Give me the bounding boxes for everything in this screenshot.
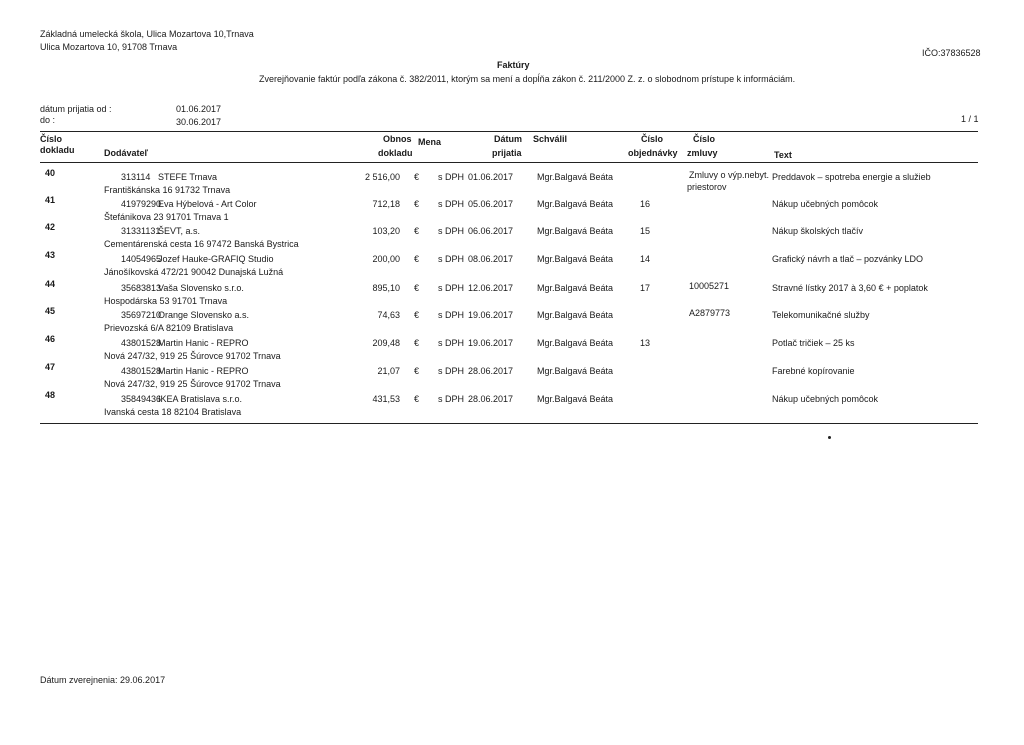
supplier-code: 35849436 — [121, 394, 162, 404]
col-amount-line2: dokladu — [378, 148, 413, 158]
col-date-line1: Dátum — [494, 134, 523, 144]
col-number-line1: Číslo — [40, 134, 63, 144]
invoice-description: Preddavok – spotreba energie a služieb — [772, 172, 931, 182]
vat-flag: s DPH — [438, 226, 465, 236]
supplier-address: Františkánska 16 91732 Trnava — [104, 185, 231, 195]
order-number: 17 — [640, 283, 651, 293]
organization-address: Ulica Mozartova 10, 91708 Trnava — [40, 42, 178, 52]
invoice-description: Nákup školských tlačív — [772, 226, 864, 236]
supplier-name: IKEA Bratislava s.r.o. — [158, 394, 243, 404]
invoice-currency: € — [414, 226, 420, 236]
order-number: 15 — [640, 226, 651, 236]
invoice-number: 43 — [45, 250, 56, 260]
col-number-line2: dokladu — [40, 145, 75, 155]
page-number: 1 / 1 — [961, 114, 979, 124]
receipt-date: 12.06.2017 — [468, 283, 514, 293]
approver: Mgr.Balgavá Beáta — [537, 283, 614, 293]
invoice-amount: 200,00 — [372, 254, 400, 264]
invoice-description: Potlač tričiek – 25 ks — [772, 338, 855, 348]
vat-flag: s DPH — [438, 254, 465, 264]
invoice-description: Telekomunikačné služby — [772, 310, 870, 320]
receipt-date: 19.06.2017 — [468, 338, 514, 348]
invoice-amount: 21,07 — [377, 366, 400, 376]
invoice-number: 48 — [45, 390, 56, 400]
receipt-date: 06.06.2017 — [468, 226, 514, 236]
invoice-number: 41 — [45, 195, 56, 205]
invoice-amount: 2 516,00 — [364, 172, 400, 182]
col-date-line2: prijatia — [492, 148, 522, 158]
approver: Mgr.Balgavá Beáta — [537, 310, 614, 320]
table-bottom-rule — [40, 423, 978, 424]
table-row — [0, 334, 1024, 364]
date-from-value: 01.06.2017 — [176, 104, 222, 114]
table-row — [0, 195, 1024, 225]
col-order-line1: Číslo — [641, 134, 664, 144]
contract-number-line2: priestorov — [687, 182, 727, 192]
approver: Mgr.Balgavá Beáta — [537, 172, 614, 182]
supplier-name: STEFE Trnava — [158, 172, 218, 182]
contract-number: 10005271 — [689, 281, 730, 291]
document-subtitle: Zverejňovanie faktúr podľa zákona č. 382/2011, ktorým sa mení a dopĺňa zákon č. 211/2000 Z. z. o slobodnom prístupe k informáciám. — [259, 74, 796, 84]
supplier-name: Orange Slovensko a.s. — [158, 310, 250, 320]
col-text: Text — [774, 150, 792, 160]
invoice-description: Nákup učebných pomôcok — [772, 199, 879, 209]
contract-number: Zmluvy o výp.nebyt. — [689, 170, 770, 180]
date-to-label: do : — [40, 115, 56, 125]
document-title: Faktúry — [497, 60, 530, 70]
approver: Mgr.Balgavá Beáta — [537, 394, 614, 404]
receipt-date: 05.06.2017 — [468, 199, 514, 209]
date-to-value: 30.06.2017 — [176, 117, 222, 127]
invoice-description: Nákup učebných pomôcok — [772, 394, 879, 404]
invoice-number: 42 — [45, 222, 56, 232]
supplier-name: Vaša Slovensko s.r.o. — [158, 283, 244, 293]
vat-flag: s DPH — [438, 172, 465, 182]
supplier-address: Cementárenská cesta 16 97472 Banská Bystrica — [104, 239, 299, 249]
invoice-number: 47 — [45, 362, 56, 372]
supplier-code: 35697210 — [121, 310, 162, 320]
vat-flag: s DPH — [438, 394, 465, 404]
invoice-currency: € — [414, 283, 420, 293]
supplier-code: 43801528 — [121, 366, 162, 376]
invoice-currency: € — [414, 199, 420, 209]
organization-name: Základná umelecká škola, Ulica Mozartova 10,Trnava — [40, 29, 254, 39]
col-supplier: Dodávateľ — [104, 148, 148, 158]
col-amount-line1: Obnos — [383, 134, 412, 144]
vat-flag: s DPH — [438, 338, 465, 348]
table-row — [0, 168, 1024, 198]
invoice-number: 46 — [45, 334, 56, 344]
header-top-rule — [40, 131, 978, 132]
receipt-date: 28.06.2017 — [468, 394, 514, 404]
invoice-currency: € — [414, 338, 420, 348]
supplier-code: 31331131 — [121, 226, 161, 236]
receipt-date: 08.06.2017 — [468, 254, 514, 264]
supplier-name: Martin Hanic - REPRO — [158, 338, 249, 348]
supplier-code: 41979290 — [121, 199, 162, 209]
supplier-code: 313114 — [121, 172, 151, 182]
vat-flag: s DPH — [438, 310, 465, 320]
invoice-amount: 103,20 — [372, 226, 400, 236]
table-row — [0, 250, 1024, 280]
supplier-address: Hospodárska 53 91701 Trnava — [104, 296, 228, 306]
supplier-name: ŠEVT, a.s. — [158, 226, 201, 236]
ico-number: IČO:37836528 — [922, 48, 981, 58]
supplier-code: 35683813 — [121, 283, 162, 293]
table-row — [0, 362, 1024, 392]
approver: Mgr.Balgavá Beáta — [537, 226, 614, 236]
supplier-address: Nová 247/32, 919 25 Šúrovce 91702 Trnava — [104, 351, 281, 361]
date-from-label: dátum prijatia od : — [40, 104, 112, 114]
dot-mark — [828, 436, 831, 439]
approver: Mgr.Balgavá Beáta — [537, 338, 614, 348]
table-row — [0, 306, 1024, 336]
invoice-description: Grafický návrh a tlač – pozvánky LDO — [772, 254, 924, 264]
invoice-amount: 712,18 — [372, 199, 400, 209]
contract-number: A2879773 — [689, 308, 731, 318]
supplier-address: Štefánikova 23 91701 Trnava 1 — [104, 212, 229, 222]
invoice-amount: 431,53 — [372, 394, 400, 404]
vat-flag: s DPH — [438, 199, 465, 209]
supplier-name: Martin Hanic - REPRO — [158, 366, 249, 376]
invoice-amount: 209,48 — [372, 338, 400, 348]
invoice-description: Stravné lístky 2017 à 3,60 € + poplatok — [772, 283, 928, 293]
table-row — [0, 390, 1024, 420]
supplier-code: 14054965 — [121, 254, 162, 264]
publication-date: Dátum zverejnenia: 29.06.2017 — [40, 675, 166, 685]
invoice-number: 40 — [45, 168, 56, 178]
col-order-line2: objednávky — [628, 148, 678, 158]
approver: Mgr.Balgavá Beáta — [537, 199, 614, 209]
vat-flag: s DPH — [438, 283, 465, 293]
header-bottom-rule — [40, 162, 978, 163]
supplier-address: Ivanská cesta 18 82104 Bratislava — [104, 407, 242, 417]
invoice-amount: 895,10 — [372, 283, 400, 293]
col-approver: Schválil — [533, 134, 568, 144]
supplier-name: Jozef Hauke-GRAFIQ Studio — [158, 254, 274, 264]
col-contract-line1: Číslo — [693, 134, 716, 144]
table-row — [0, 222, 1024, 252]
invoice-currency: € — [414, 366, 420, 376]
col-currency: Mena — [418, 137, 442, 147]
invoice-currency: € — [414, 254, 420, 264]
receipt-date: 28.06.2017 — [468, 366, 514, 376]
supplier-name: Eva Hýbelová - Art Color — [158, 199, 257, 209]
order-number: 13 — [640, 338, 651, 348]
supplier-address: Prievozská 6/A 82109 Bratislava — [104, 323, 234, 333]
invoice-number: 45 — [45, 306, 56, 316]
approver: Mgr.Balgavá Beáta — [537, 254, 614, 264]
approver: Mgr.Balgavá Beáta — [537, 366, 614, 376]
invoice-currency: € — [414, 310, 420, 320]
supplier-code: 43801528 — [121, 338, 162, 348]
supplier-address: Jánošíkovská 472/21 90042 Dunajská Lužná — [104, 267, 284, 277]
invoice-currency: € — [414, 172, 420, 182]
invoice-amount: 74,63 — [377, 310, 400, 320]
vat-flag: s DPH — [438, 366, 465, 376]
invoice-currency: € — [414, 394, 420, 404]
col-contract-line2: zmluvy — [687, 148, 718, 158]
order-number: 16 — [640, 199, 651, 209]
supplier-address: Nová 247/32, 919 25 Šúrovce 91702 Trnava — [104, 379, 281, 389]
table-row — [0, 279, 1024, 309]
invoice-description: Farebné kopírovanie — [772, 366, 855, 376]
invoice-number: 44 — [45, 279, 56, 289]
receipt-date: 19.06.2017 — [468, 310, 514, 320]
receipt-date: 01.06.2017 — [468, 172, 514, 182]
order-number: 14 — [640, 254, 651, 264]
